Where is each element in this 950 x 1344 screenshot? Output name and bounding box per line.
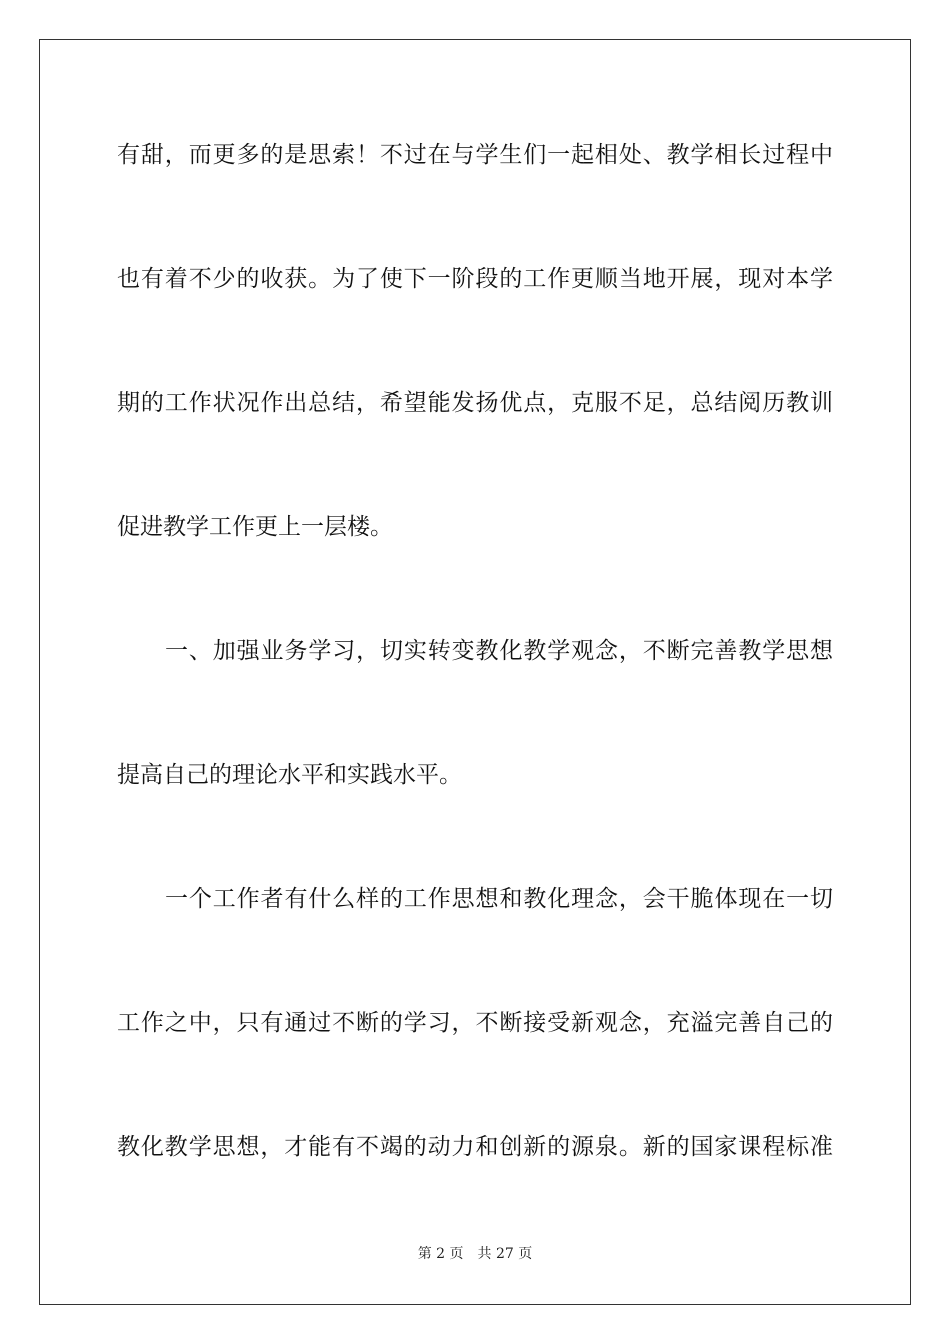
page-number: 第 2 页 [417, 1246, 464, 1262]
page-footer [0, 1245, 950, 1263]
text-line-1: 有甜，而更多的是思索！不过在与学生们一起相处、教学相长过程中 [117, 142, 833, 168]
text-line-9: 教化教学思想，才能有不竭的动力和创新的源泉。新的国家课程标准 [117, 1134, 833, 1160]
total-pages: 共 27 页 [477, 1246, 533, 1262]
text-line-6: 提高自己的理论水平和实践水平。 [117, 762, 462, 788]
text-line-3: 期的工作状况作出总结，希望能发扬优点，克服不足，总结阅历教训 [117, 390, 833, 416]
text-line-4: 促进教学工作更上一层楼。 [117, 514, 393, 540]
page-border [39, 39, 911, 1305]
text-line-7: 一个工作者有什么样的工作思想和教化理念，会干脆体现在一切 [165, 886, 833, 912]
section-heading-1: 一、加强业务学习，切实转变教化教学观念，不断完善教学思想 [165, 638, 833, 664]
text-line-2: 也有着不少的收获。为了使下一阶段的工作更顺当地开展，现对本学 [117, 266, 833, 292]
text-line-8: 工作之中，只有通过不断的学习，不断接受新观念，充溢完善自己的 [117, 1010, 833, 1036]
